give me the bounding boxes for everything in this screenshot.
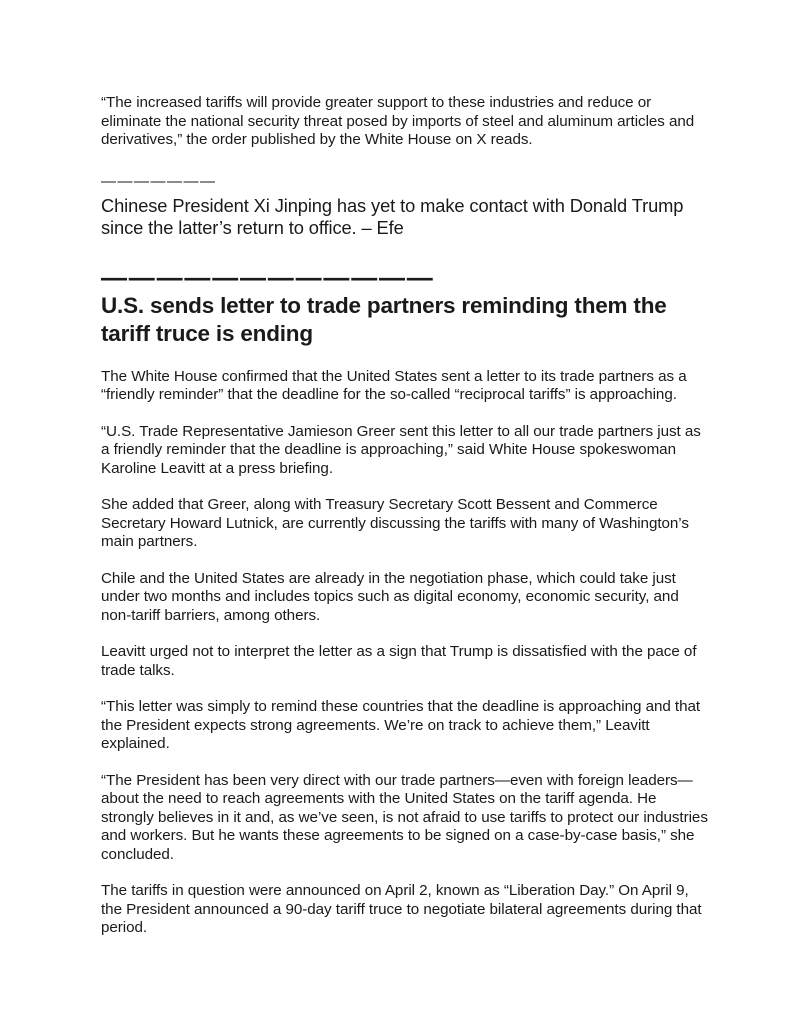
body-paragraph: Chile and the United States are already in the negotiation phase, which could take just under two months and includes topics such as digital economy, economic security, and non-tariff barriers, among others. [101, 569, 679, 624]
section-separator-large: ———————————— [101, 261, 435, 292]
body-paragraph: She added that Greer, along with Treasury Secretary Scott Bessent and Commerce Secretary Howard Lutnick, are currently discussing the tariffs with many of Washington’s main partners. [101, 496, 689, 550]
article-page [101, 94, 711, 956]
section-separator-small: ——————— [101, 172, 217, 190]
body-paragraph: The tariffs in question were announced on April 2, known as “Liberation Day.” On April 9, the President announced a 90-day tariff truce to negotiate bilateral agreements during that period. [101, 882, 702, 936]
intro-quote-paragraph: “The increased tariffs will provide greater support to these industries and reduce or eliminate the national security threat posed by imports of steel and aluminum articles and derivatives,” the order published by the White House on X reads. [101, 94, 695, 148]
body-paragraph: “U.S. Trade Representative Jamieson Greer sent this letter to all our trade partners just as a friendly reminder that the deadline is approaching,” said White House spokeswoman Karoline Leavitt at a press briefing. [101, 422, 701, 477]
body-paragraph: “This letter was simply to remind these countries that the deadline is approaching and that the President expects strong agreements. We’re on track to achieve them,” Leavitt explained. [101, 698, 701, 752]
body-paragraph: The White House confirmed that the United States sent a letter to its trade partners as a “friendly reminder” that the deadline for the so-called “reciprocal tariffs” is approaching. [101, 367, 687, 403]
xi-note-paragraph: Chinese President Xi Jinping has yet to make contact with Donald Trump since the latter’s return to office. – Efe [101, 194, 684, 238]
body-paragraph: Leavitt urged not to interpret the letter as a sign that Trump is dissatisfied with the pace of trade talks. [101, 643, 697, 679]
body-paragraph: “The President has been very direct with our trade partners—even with foreign leaders—about the need to reach agreements with the United States on the tariff agenda. He strongly believes in it and, as we’ve seen, is not afraid to use tariffs to protect our industries and workers. But he wants these agreements to be signed on a case-by-case basis,” she concluded. [101, 771, 708, 863]
article-headline: U.S. sends letter to trade partners reminding them the tariff truce is ending [101, 292, 667, 346]
